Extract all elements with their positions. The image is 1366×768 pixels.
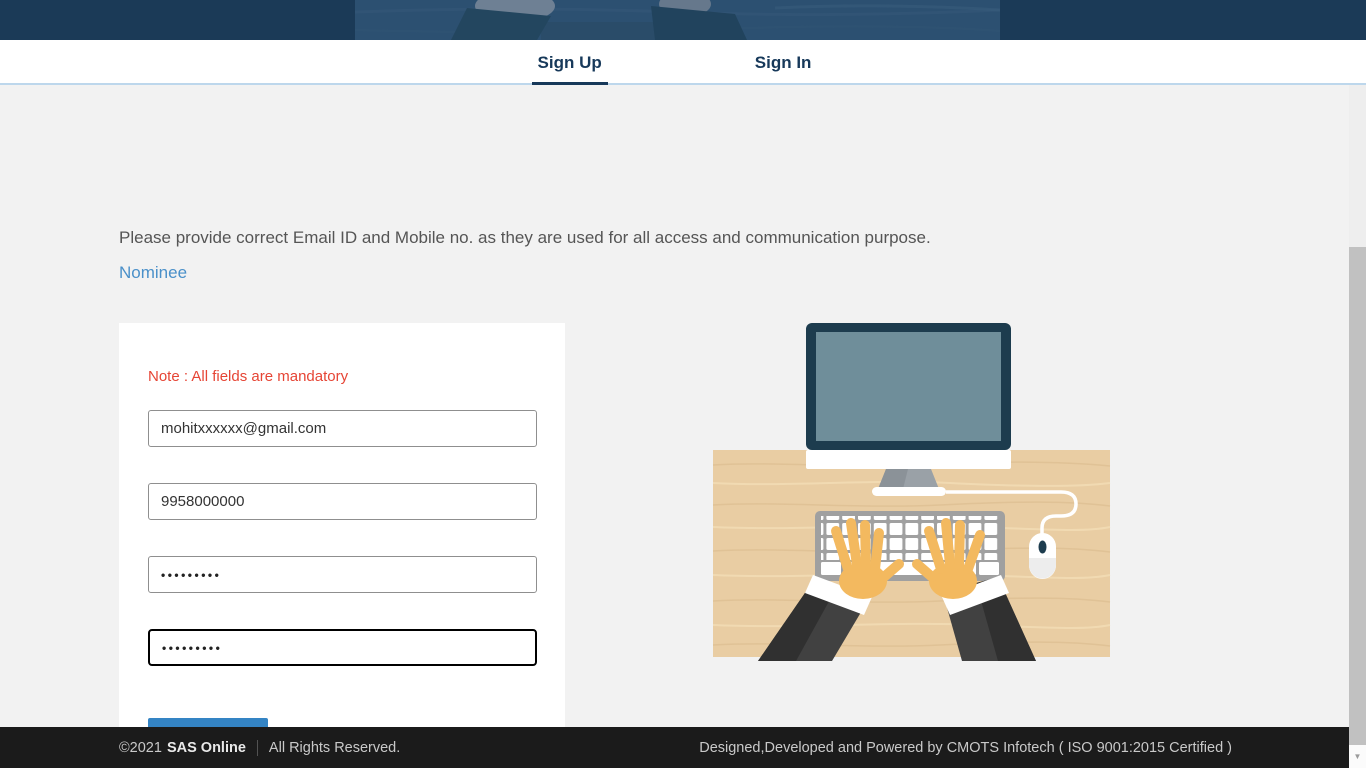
footer-left [119,740,400,756]
confirm-password-input[interactable] [148,629,537,666]
footer-divider [257,740,258,756]
email-input[interactable] [148,410,537,447]
footer [0,727,1366,768]
hero-photo-hands-holding-tablet [355,0,1000,40]
auth-tabs [0,40,1349,85]
mouse-icon [1029,533,1056,579]
main-content [0,85,1366,727]
footer-copyright: ©2021 [119,739,162,756]
tab-sign-up-label: Sign Up [537,52,602,72]
signup-form-card [119,323,565,768]
tab-sign-in-label: Sign In [754,52,812,72]
footer-rights: All Rights Reserved. [268,739,401,756]
footer-brand: SAS Online [166,739,246,756]
nominee-link[interactable]: Nominee [119,263,188,282]
mandatory-note: Note : All fields are mandatory [148,368,349,385]
scroll-down-arrow-icon[interactable]: ▼ [1349,745,1366,768]
auth-tabbar [0,40,1366,85]
hero-banner [0,0,1366,40]
scrollbar-track[interactable] [1349,85,1366,768]
tab-sign-up[interactable] [534,40,606,85]
footer-credits: Designed,Developed and Powered by CMOTS Infotech ( ISO 9001:2015 Certified ) [699,739,1232,756]
mobile-input[interactable] [148,483,537,520]
instruction-text: Please provide correct Email ID and Mobile no. as they are used for all access and communication purpose. [119,228,931,247]
password-input[interactable] [148,556,537,593]
tab-sign-in[interactable] [751,40,816,85]
scrollbar-thumb[interactable] [1349,247,1366,745]
typing-at-desk-illustration [700,313,1120,661]
